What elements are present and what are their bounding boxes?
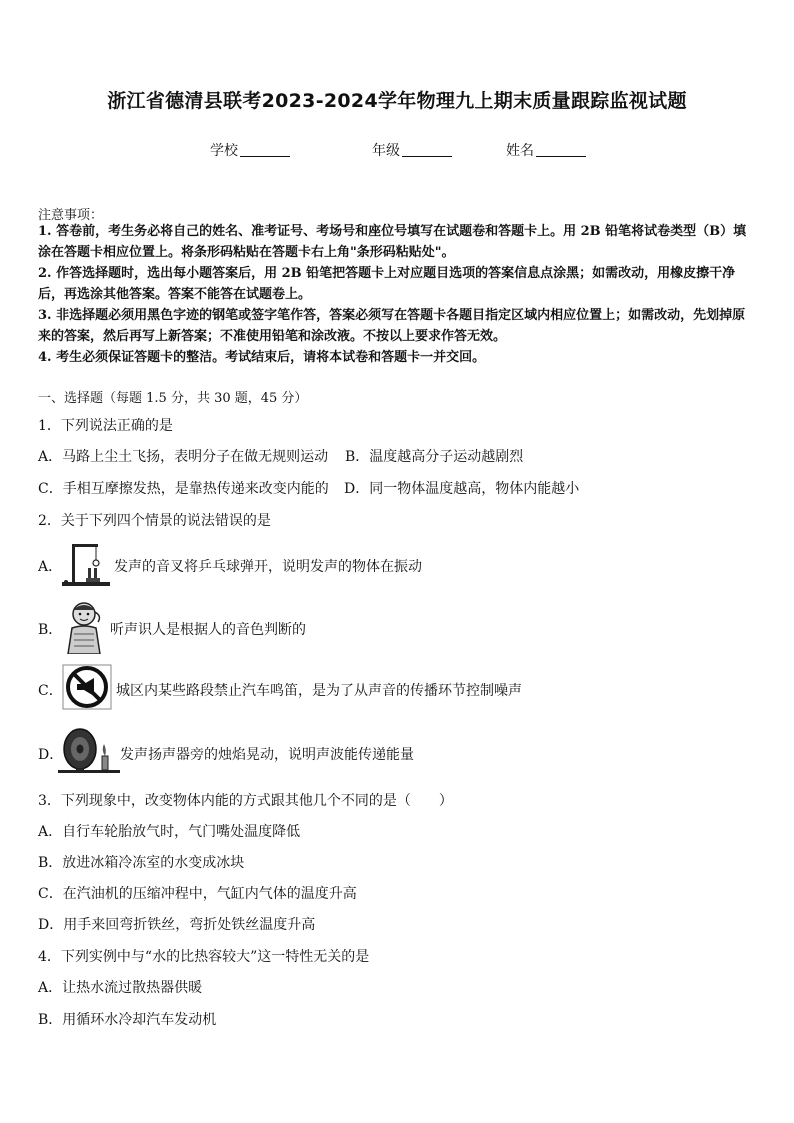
notice-item-3: 3. 非选择题必须用黑色字迹的钢笔或签字笔作答，答案必须写在答题卡各题目指定区域内相应位置上；如需改动，先划掉原来的答案，然后再写上新答案；不准使用铅笔和涂改液。不按以上要求作答无效。 (38, 308, 746, 344)
q4-option-a: A．让热水流过散热器供暖 (38, 980, 203, 996)
q2-option-d-text: 发声扬声器旁的烛焰晃动，说明声波能传递能量 (120, 747, 414, 763)
notice-item-1: 1. 答卷前，考生务必将自己的姓名、准考证号、考场号和座位号填写在试题卷和答题卡上。用 2B 铅笔将试卷类型（B）填涂在答题卡相应位置上。将条形码粘贴在答题卡右上角"条形码粘贴处"。 (38, 224, 747, 260)
q2-option-c-label: C． (38, 683, 63, 699)
speaker-candle-icon (58, 726, 120, 776)
name-label: 姓名 (506, 143, 534, 159)
q2-option-a-text: 发声的音叉将乒乓球弹开，说明发声的物体在振动 (114, 559, 422, 575)
exam-title: 浙江省德清县联考2023-2024学年物理九上期末质量跟踪监视试题 (107, 90, 687, 112)
question-3-stem: 3．下列现象中，改变物体内能的方式跟其他几个不同的是（ ） (38, 793, 453, 809)
no-horn-sign-icon (62, 664, 112, 710)
q3-option-d: D．用手来回弯折铁丝，弯折处铁丝温度升高 (38, 917, 316, 933)
listening-person-icon (62, 600, 106, 654)
school-field (210, 140, 290, 160)
question-4-stem: 4．下列实例中与“水的比热容较大”这一特性无关的是 (38, 949, 370, 965)
q3-option-a: A．自行车轮胎放气时，气门嘴处温度降低 (38, 824, 301, 840)
q2-option-c-text: 城区内某些路段禁止汽车鸣笛，是为了从声音的传播环节控制噪声 (116, 683, 522, 699)
q2-option-a-label: A． (38, 559, 63, 575)
grade-blank[interactable] (402, 142, 452, 157)
question-1-stem: 1．下列说法正确的是 (38, 418, 173, 434)
notice-heading: 注意事项： (38, 208, 104, 223)
section-heading: 一、选择题（每题 1.5 分，共 30 题，45 分） (38, 391, 308, 406)
name-blank[interactable] (536, 142, 586, 157)
q4-option-b: B．用循环水冷却汽车发动机 (38, 1012, 217, 1028)
tuning-fork-icon (60, 538, 112, 588)
q1-option-c: C．手相互摩擦发热，是靠热传递来改变内能的 (38, 481, 329, 497)
q2-option-d-label: D． (38, 747, 64, 763)
q1-option-a: A．马路上尘土飞扬，表明分子在做无规则运动 (38, 449, 329, 465)
notice-item-2: 2. 作答选择题时，选出每小题答案后，用 2B 铅笔把答题卡上对应题目选项的答案信息点涂黑；如需改动，用橡皮擦干净后，再选涂其他答案。答案不能答在试题卷上。 (38, 266, 736, 302)
name-field (506, 140, 586, 160)
question-2-stem: 2．关于下列四个情景的说法错误的是 (38, 513, 271, 529)
grade-label: 年级 (372, 143, 400, 159)
notice-item-4: 4. 考生必须保证答题卡的整洁。考试结束后，请将本试卷和答题卡一并交回。 (38, 350, 486, 365)
q2-option-b-label: B． (38, 622, 63, 638)
q1-option-d: D．同一物体温度越高，物体内能越小 (344, 481, 580, 497)
grade-field (372, 140, 452, 160)
q1-option-b: B．温度越高分子运动越剧烈 (345, 449, 524, 465)
q2-option-b-text: 听声识人是根据人的音色判断的 (110, 622, 306, 638)
school-blank[interactable] (240, 142, 290, 157)
q3-option-c: C．在汽油机的压缩冲程中，气缸内气体的温度升高 (38, 886, 357, 902)
q3-option-b: B．放进冰箱冷冻室的水变成冰块 (38, 855, 245, 871)
school-label: 学校 (210, 143, 238, 159)
